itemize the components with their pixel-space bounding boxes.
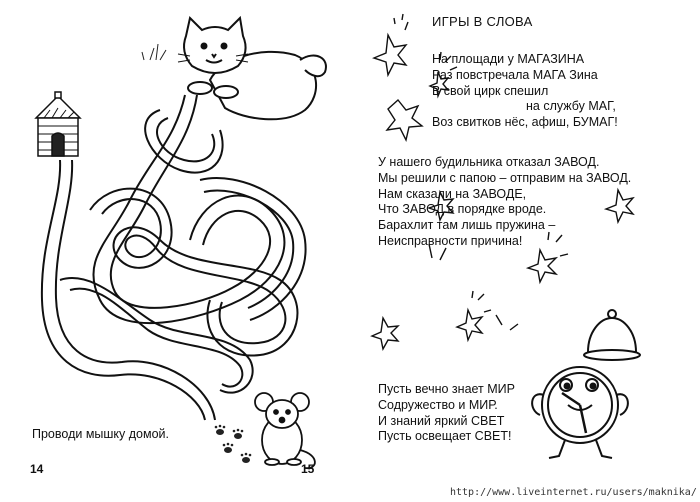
verse-line: Пусть вечно знает МИР: [378, 382, 515, 396]
paw-prints-icon: [215, 425, 252, 463]
hut-icon: [36, 92, 80, 156]
verse-zavod: [378, 155, 631, 250]
mouse-icon: [255, 393, 315, 468]
watermark-url: http://www.liveinternet.ru/users/maknika/: [450, 487, 697, 498]
verse-line: Содружество и МИР.: [378, 397, 498, 412]
page-number-left: 14: [30, 462, 44, 476]
verse-line: В свой цирк спешил: [432, 83, 549, 98]
verse-magazine: [432, 52, 618, 131]
verse-line: Воз свитков нёс, афиш, БУМАГ!: [432, 115, 618, 130]
page-number-right: 15: [301, 462, 315, 476]
page-title: ИГРЫ В СЛОВА: [432, 14, 533, 29]
verse-mir-svet: [378, 382, 515, 445]
verse-line: У нашего будильника отказал ЗАВОД.: [378, 155, 600, 169]
verse-line: Раз повстречала МАГА Зина: [432, 67, 598, 82]
maze-icon: [42, 95, 306, 420]
verse-line: Барахлит там лишь пружина –: [378, 218, 556, 233]
verse-line: Неисправности причина!: [378, 233, 523, 248]
verse-line: И знаний яркий СВЕТ: [378, 413, 505, 428]
verse-line: Пусть освещает СВЕТ!: [378, 429, 512, 444]
verse-line: Что ЗАВОД в порядке вроде.: [378, 202, 547, 217]
verse-line: на службу МАГ,: [526, 99, 616, 114]
maze-caption: Проводи мышку домой.: [32, 427, 169, 441]
verse-line: Мы решили с папою – отправим на ЗАВОД.: [378, 170, 632, 185]
verse-line: На площади у МАГАЗИНА: [432, 52, 585, 66]
verse-line: Нам сказали на ЗАВОДЕ,: [378, 186, 527, 201]
cat-icon: [178, 18, 326, 119]
